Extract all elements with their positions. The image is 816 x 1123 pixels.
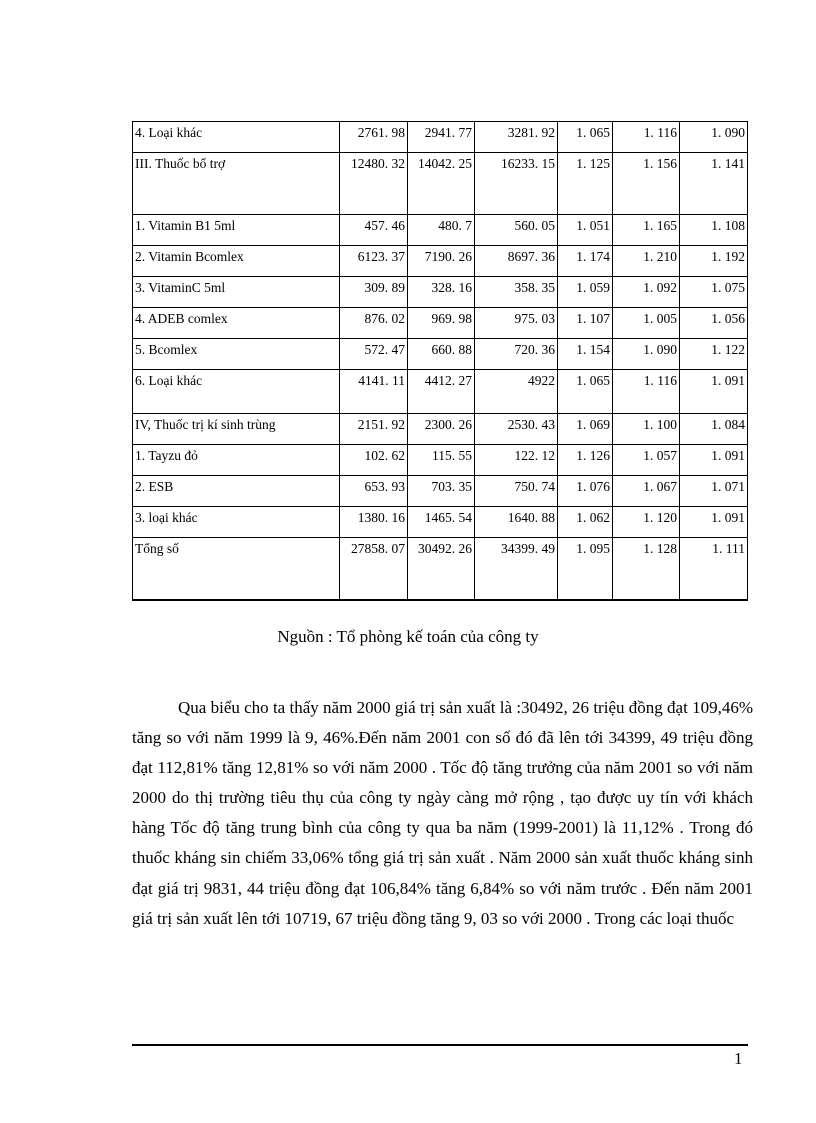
value-2001: 16233. 15 (475, 153, 558, 215)
value-2000: 14042. 25 (408, 153, 475, 215)
value-2001: 358. 35 (475, 277, 558, 308)
value-2001: 720. 36 (475, 339, 558, 370)
row-label: 3. loại khác (133, 507, 340, 538)
value-2000: 7190. 26 (408, 246, 475, 277)
value-2001: 34399. 49 (475, 538, 558, 601)
table-row (133, 153, 748, 215)
table-row (133, 308, 748, 339)
value-2000: 480. 7 (408, 215, 475, 246)
ratio-2: 1. 165 (613, 215, 680, 246)
row-label: 3. VitaminC 5ml (133, 277, 340, 308)
table-row (133, 246, 748, 277)
ratio-2: 1. 116 (613, 370, 680, 414)
value-2000: 30492. 26 (408, 538, 475, 601)
ratio-1: 1. 126 (558, 445, 613, 476)
row-label: 2. ESB (133, 476, 340, 507)
value-2001: 975. 03 (475, 308, 558, 339)
ratio-3: 1. 091 (680, 370, 748, 414)
row-label: Tổng số (133, 538, 340, 601)
value-1999: 572. 47 (340, 339, 408, 370)
value-1999: 102. 62 (340, 445, 408, 476)
table-row (133, 476, 748, 507)
ratio-2: 1. 120 (613, 507, 680, 538)
table-row (133, 215, 748, 246)
ratio-3: 1. 192 (680, 246, 748, 277)
ratio-2: 1. 057 (613, 445, 680, 476)
row-label: III. Thuốc bổ trợ (133, 153, 340, 215)
production-value-table (132, 121, 748, 601)
row-label: 1. Tayzu đỏ (133, 445, 340, 476)
row-label: 4. ADEB comlex (133, 308, 340, 339)
ratio-3: 1. 056 (680, 308, 748, 339)
ratio-2: 1. 116 (613, 122, 680, 153)
value-2000: 703. 35 (408, 476, 475, 507)
ratio-1: 1. 154 (558, 339, 613, 370)
row-label: IV, Thuốc trị kí sinh trùng (133, 414, 340, 445)
ratio-2: 1. 092 (613, 277, 680, 308)
ratio-3: 1. 108 (680, 215, 748, 246)
ratio-2: 1. 005 (613, 308, 680, 339)
row-label: 2. Vitamin Bcomlex (133, 246, 340, 277)
row-label: 5. Bcomlex (133, 339, 340, 370)
value-2000: 969. 98 (408, 308, 475, 339)
ratio-1: 1. 095 (558, 538, 613, 601)
value-2000: 660. 88 (408, 339, 475, 370)
ratio-1: 1. 051 (558, 215, 613, 246)
value-1999: 2151. 92 (340, 414, 408, 445)
table-row (133, 370, 748, 414)
value-1999: 4141. 11 (340, 370, 408, 414)
body-paragraph (132, 693, 753, 934)
ratio-1: 1. 076 (558, 476, 613, 507)
table-row (133, 445, 748, 476)
value-2001: 2530. 43 (475, 414, 558, 445)
value-2001: 8697. 36 (475, 246, 558, 277)
ratio-3: 1. 091 (680, 507, 748, 538)
value-2001: 560. 05 (475, 215, 558, 246)
value-1999: 2761. 98 (340, 122, 408, 153)
value-1999: 309. 89 (340, 277, 408, 308)
table-row (133, 122, 748, 153)
value-1999: 6123. 37 (340, 246, 408, 277)
row-label: 4. Loại khác (133, 122, 340, 153)
ratio-1: 1. 174 (558, 246, 613, 277)
ratio-3: 1. 075 (680, 277, 748, 308)
value-2001: 750. 74 (475, 476, 558, 507)
table-row (133, 414, 748, 445)
value-1999: 1380. 16 (340, 507, 408, 538)
paragraph-text: Qua biểu cho ta thấy năm 2000 giá trị sản xuất là :30492, 26 triệu đồng đạt 109,46% tăng so với năm 1999 là 9, 46%.Đến năm 2001 con số đó đã lên tới 34399, 49 triệu đồng đạt 112,81% tăng 12,81% so với năm 2000 . Tốc độ tăng trưởng của năm 2001 so với năm 2000 do thị trường tiêu thụ của công ty ngày càng mở rộng , tạo được uy tín với khách hàng Tốc độ tăng trung bình của công ty qua ba năm (1999-2001) là 11,12% . Trong đó thuốc kháng sin chiếm 33,06% tổng giá trị sản xuất . Năm 2000 sản xuất thuốc kháng sinh đạt giá trị 9831, 44 triệu đồng đạt 106,84% tăng 6,84% so với năm trước . Đến năm 2001 giá trị sản xuất lên tới 10719, 67 triệu đồng tăng 9, 03 so với 2000 . Trong các loại thuốc (132, 698, 753, 928)
value-2000: 1465. 54 (408, 507, 475, 538)
value-2000: 328. 16 (408, 277, 475, 308)
footer-divider (132, 1044, 748, 1046)
ratio-3: 1. 084 (680, 414, 748, 445)
ratio-2: 1. 090 (613, 339, 680, 370)
ratio-1: 1. 065 (558, 370, 613, 414)
ratio-1: 1. 069 (558, 414, 613, 445)
ratio-1: 1. 059 (558, 277, 613, 308)
ratio-3: 1. 090 (680, 122, 748, 153)
ratio-1: 1. 062 (558, 507, 613, 538)
value-2001: 4922 (475, 370, 558, 414)
table-row-total (133, 538, 748, 601)
ratio-3: 1. 141 (680, 153, 748, 215)
row-label: 6. Loại khác (133, 370, 340, 414)
table-row (133, 277, 748, 308)
table-row (133, 339, 748, 370)
value-1999: 876. 02 (340, 308, 408, 339)
value-1999: 27858. 07 (340, 538, 408, 601)
row-label: 1. Vitamin B1 5ml (133, 215, 340, 246)
ratio-2: 1. 156 (613, 153, 680, 215)
value-2001: 122. 12 (475, 445, 558, 476)
value-2000: 2941. 77 (408, 122, 475, 153)
table-row (133, 507, 748, 538)
ratio-2: 1. 210 (613, 246, 680, 277)
ratio-3: 1. 111 (680, 538, 748, 601)
ratio-3: 1. 122 (680, 339, 748, 370)
ratio-2: 1. 128 (613, 538, 680, 601)
value-1999: 12480. 32 (340, 153, 408, 215)
value-2000: 4412. 27 (408, 370, 475, 414)
value-1999: 653. 93 (340, 476, 408, 507)
ratio-1: 1. 065 (558, 122, 613, 153)
value-2001: 1640. 88 (475, 507, 558, 538)
page-number: 1 (734, 1049, 743, 1068)
ratio-3: 1. 091 (680, 445, 748, 476)
value-2001: 3281. 92 (475, 122, 558, 153)
value-2000: 2300. 26 (408, 414, 475, 445)
value-2000: 115. 55 (408, 445, 475, 476)
source-note: Nguồn : Tổ phòng kế toán của công ty (277, 627, 539, 646)
ratio-2: 1. 100 (613, 414, 680, 445)
ratio-3: 1. 071 (680, 476, 748, 507)
value-1999: 457. 46 (340, 215, 408, 246)
ratio-1: 1. 107 (558, 308, 613, 339)
ratio-1: 1. 125 (558, 153, 613, 215)
ratio-2: 1. 067 (613, 476, 680, 507)
